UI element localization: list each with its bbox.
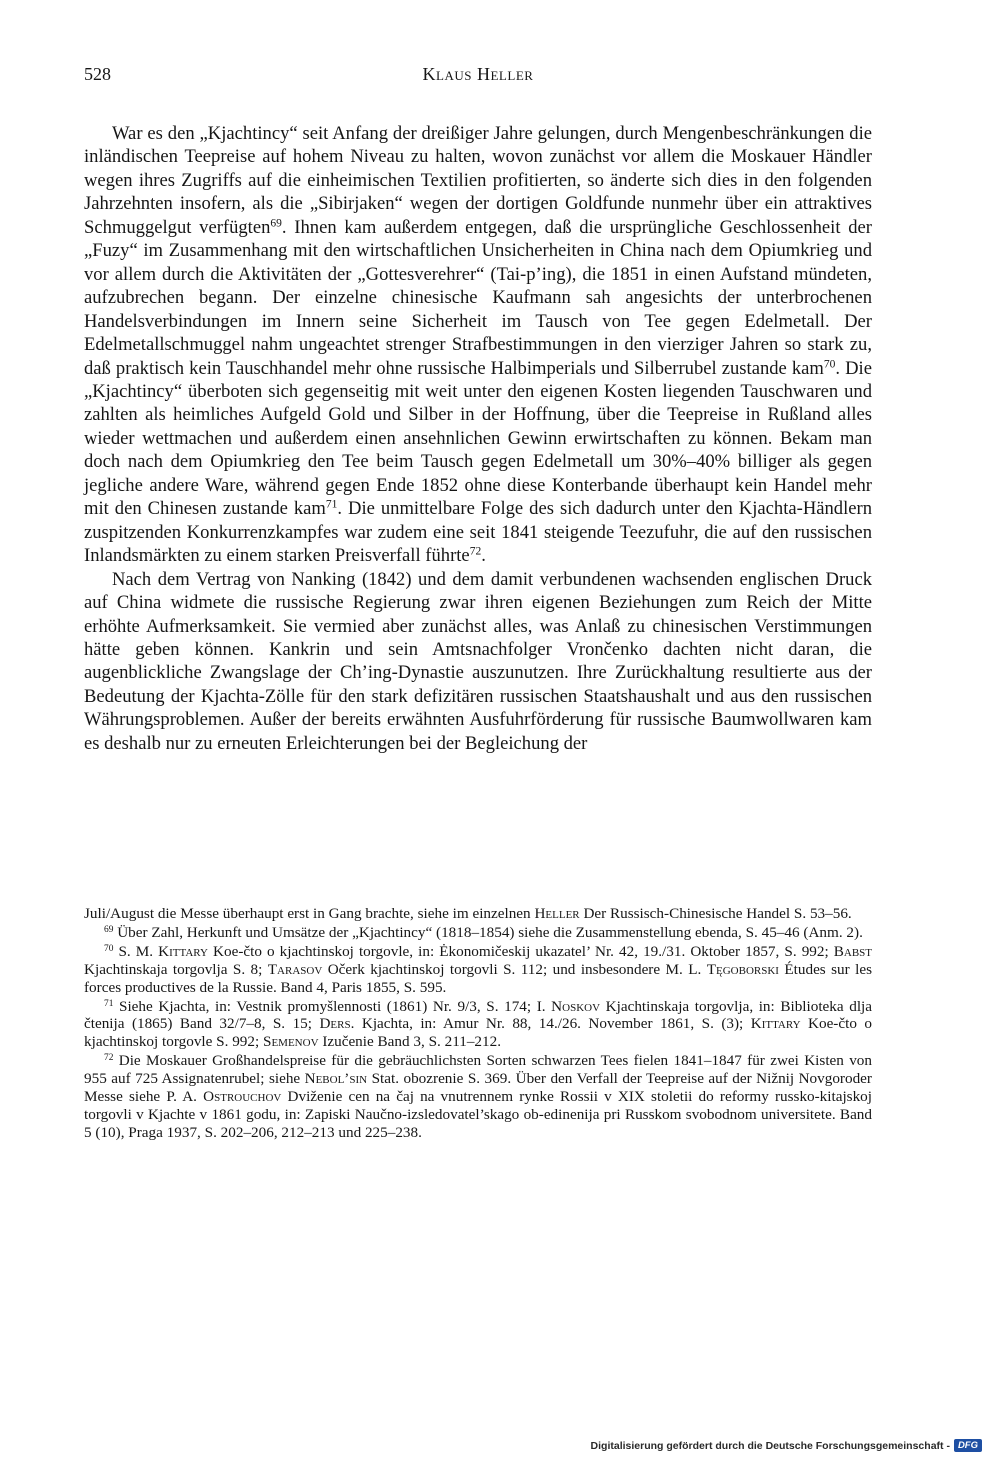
author-name: Semenov bbox=[263, 1033, 319, 1051]
footnote-72: $^{72}$ Die Moskauer Großhandelspreise für die gebräuchlichsten Sorten schwarzen Tees fielen 1841–1847 für zwei Kisten von 955 auf 725 Assignatenrubel; siehe Nebol’sin Stat. obozrenie S. 369. Über den Verfall der Teepreise auf der Nižnij Novgoroder Messe siehe P. A. Ostrouchov Dviženie cen na čaj na vnutrennem rynke Rossii v XIX stoletii do reformy russko-kitajskoj torgovli v Kjachte v 1861 godu, in: Zapiski Naučno-izsledovatel’skago ob-edinenija pri Russkom svobodnom universitete. Band 5 (10), Praga 1937, S. 202–206, 212–213 und 225–238. bbox=[84, 1052, 872, 1141]
author-name: Tarasov bbox=[267, 960, 323, 978]
footnote-ref-71[interactable]: 71 bbox=[325, 498, 338, 511]
page-header bbox=[84, 64, 872, 94]
author-name: Kittary bbox=[750, 1015, 801, 1033]
author-name: Ders. bbox=[319, 1015, 355, 1033]
footnote-69: $^{69}$ Über Zahl, Herkunft und Umsätze der „Kjachtincy“ (1818–1854) siehe die Zusammenstellung ebenda, S. 45–46 (Anm. 2). bbox=[104, 923, 863, 941]
footnote-ref-72[interactable]: 72 bbox=[469, 545, 482, 558]
footnotes bbox=[84, 905, 872, 1143]
footnote-number: 72 bbox=[104, 1053, 114, 1064]
author-name: Heller bbox=[534, 905, 580, 922]
footnote-68-continued: Juli/August die Messe überhaupt erst in Gang brachte, siehe im einzelnen Heller Der Russisch-Chinesische Handel S. 53–56. bbox=[84, 905, 852, 922]
footnote-number: 70 bbox=[104, 943, 114, 954]
page-number: 528 bbox=[84, 64, 111, 84]
paragraph: War es den „Kjachtincy“ seit Anfang der dreißiger Jahre gelungen, durch Mengenbeschränkungen die inländischen Teepreise auf hohem Niveau zu halten, wovon zunächst vor allem die Moskauer Händler wegen ihres Zugriffs auf die einheimischen Textilien profitierten, so änderte sich dies in den folgenden Jahrzehnten insofern, als die „Sibirjaken“ wegen der dortigen Goldfunde nunmehr über ein attraktives Schmuggelgut verfügten$^{69}$. Ihnen kam außerdem entgegen, daß die ursprüngliche Geschlossenheit der „Fuzy“ im Zusammenhang mit den wirtschaftlichen Unsicherheiten in China nach dem Opiumkrieg und vor allem durch die Aktivitäten der „Gottesverehrer“ (Tai-p’ing), die 1851 in einen Aufstand mündeten, aufzubrechen begann. Der einzelne chinesische Kaufmann sah angesichts der unterbrochenen Handelsverbindungen im Innern seine Sicherheit im Tausch von Tee gegen Edelmetall. Der Edelmetallschmuggel nahm ungeachtet strenger Strafbestimmungen in den vierziger Jahren so stark zu, daß praktisch kein Tauschhandel mehr ohne russische Halbimperials und Silberrubel zustande kam$^{70}$. Die „Kjachtincy“ überboten sich gegenseitig mit weit unter den eigenen Kosten liegenden Tauschwaren und zahlten als heimliches Aufgeld Gold und Silber in der Hoffnung, über die Teepreise in Rußland alles wieder wettmachen und außerdem einen ansehnlichen Gewinn erwirtschaften zu können. Bekam man doch nach dem Opiumkrieg den Tee beim Tausch gegen Edelmetall um 30%–40% billiger als gegen jegliche andere Ware, während gegen Ende 1852 ohne diese Konterbande überhaupt kein Handel mehr mit den Chinesen zustande kam$^{71}$. Die unmittelbare Folge des sich dadurch unter den Kjachta-Händlern zuspitzenden Konkurrenzkampfes war zudem eine seit 1841 steigende Teezufuhr, die auf den russischen Inlandsmärkten zu einem starken Preisverfall führte$^{72}$. bbox=[84, 123, 872, 567]
paragraph: Nach dem Vertrag von Nanking (1842) und dem damit verbundenen wachsenden englischen Druck auf China widmete die russische Regierung zwar ihren eigenen Beziehungen zum Reich der Mitte erhöhte Aufmerksamkeit. Sie vermied aber zunächst alles, was Anlaß zu chinesischen Verstimmungen hätte geben können. Kankrin und sein Amtsnachfolger Vrončenko dachten nicht daran, die augenblickliche Zwangslage der Ch’ing-Dynastie auszunutzen. Ihre Zurückhaltung resultierte aus der Bedeutung der Kjachta-Zölle für den stark defizitären russischen Staatshaushalt und aus den russischen Währungsproblemen. Außer der bereits erwähnten Ausfuhrförderung für russische Baumwollwaren kam es deshalb nur zu erneuten Erleichterungen bei der Begleichung der bbox=[84, 568, 872, 754]
running-head: Klaus Heller bbox=[422, 64, 534, 84]
author-name: Kittary bbox=[158, 942, 208, 960]
author-name: Tęgoborski bbox=[706, 960, 779, 978]
author-name: Ostrouchov bbox=[203, 1088, 282, 1106]
footnote-ref-70[interactable]: 70 bbox=[823, 358, 836, 371]
author-name: Babst bbox=[833, 942, 872, 960]
credit-text: Digitalisierung gefördert durch die Deutsche Forschungsgemeinschaft - bbox=[590, 1439, 950, 1452]
footnote-ref-69[interactable]: 69 bbox=[270, 217, 282, 230]
author-name: Noskov bbox=[551, 997, 601, 1015]
footnote-number: 71 bbox=[104, 998, 114, 1009]
dfg-logo: DFG bbox=[954, 1439, 982, 1452]
footnote-71: $^{71}$ Siehe Kjachta, in: Vestnik promyšlennosti (1861) Nr. 9/3, S. 174; I. Noskov Kjachtinskaja torgovlja, in: Biblioteka dlja čtenija (1865) Band 32/7–8, S. 15; Ders. Kjachta, in: Amur Nr. 88, 14./26. November 1861, S. (3); Kittary Koe-čto o kjachtinskoj torgovle S. 992; Semenov Izučenie Band 3, S. 211–212. bbox=[84, 997, 873, 1051]
footnote-70: $^{70}$ S. M. Kittary Koe-čto o kjachtinskoj torgovle, in: Ėkonomičeskij ukazatel’ Nr. 42, 19./31. Oktober 1857, S. 992; Babst Kjachtinskaja torgovlja S. 8; Tarasov Očerk kjachtinskoj torgovli S. 112; und insbesondere M. L. Tęgoborski Études sur les forces productives de la Russie. Band 4, Paris 1855, S. 595. bbox=[84, 942, 872, 996]
digitization-credit bbox=[591, 1439, 982, 1452]
body-text bbox=[84, 122, 872, 755]
footnote-number: 69 bbox=[104, 924, 114, 935]
author-name: Nebol’sin bbox=[304, 1070, 368, 1088]
